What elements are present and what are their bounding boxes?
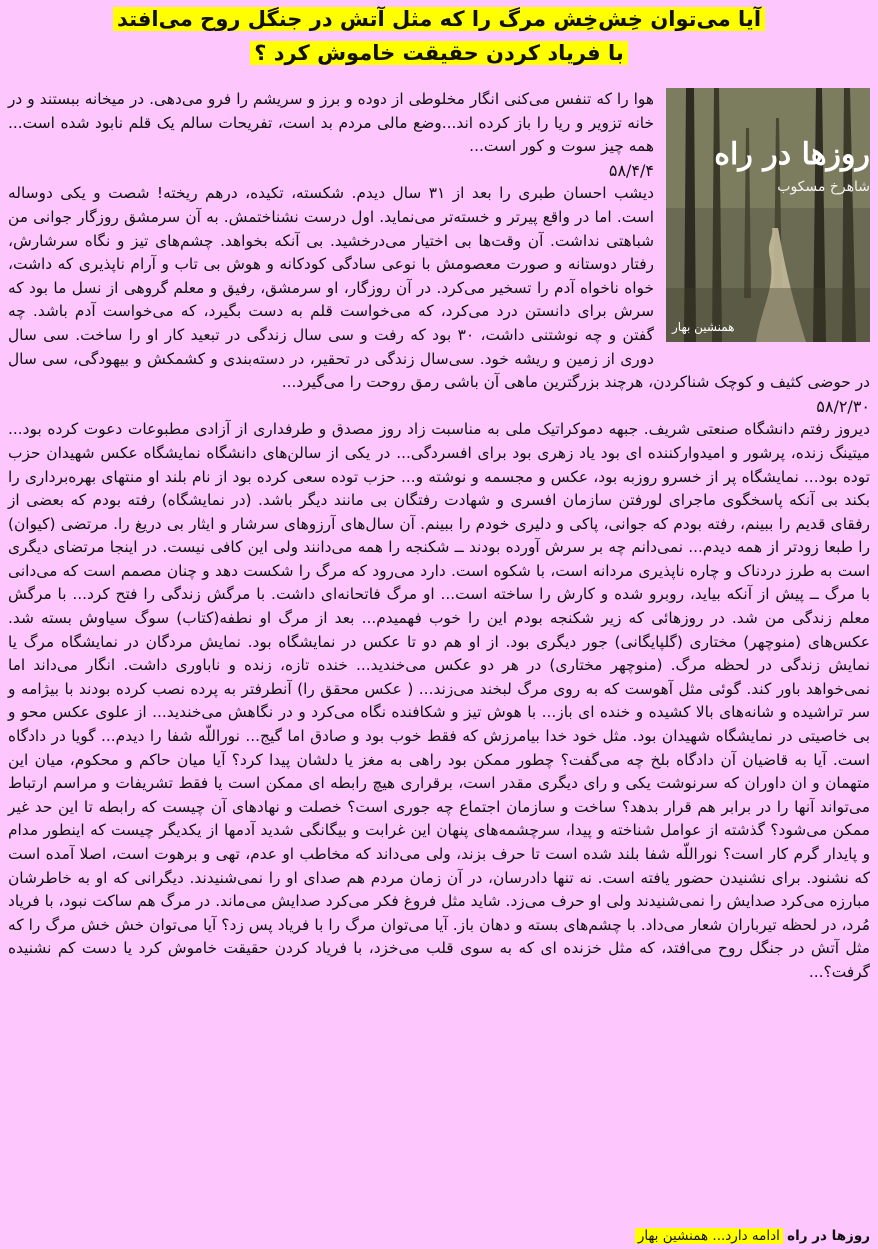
page-title bbox=[8, 0, 870, 70]
book-cover-image bbox=[666, 88, 870, 342]
entry-text: هوا را که تنفس می‌کنی انگار مخلوطی از دوده و برز و سریشم را فرو می‌دهی. در میخانه ببستند و در خانه تزویر و ریا را باز کرده اند...وضع مالی مردم بد است، تفریحات سالم یک قلم نابود شده است... همه چیز سوت و کور است... bbox=[8, 90, 654, 156]
cover-book-title: روزها در راه bbox=[714, 137, 870, 172]
footer-book-title: روزها در راه bbox=[787, 1228, 870, 1244]
cover-author: شاهرخ مسکوب bbox=[777, 179, 870, 195]
footer bbox=[635, 1227, 870, 1245]
title-line-2: با فریاد کردن حقیقت خاموش کرد ؟ bbox=[250, 41, 628, 65]
entry-date: ۵۸/۲/۳۰ bbox=[816, 396, 870, 416]
entry-text: دیروز رفتم دانشگاه صنعتی شریف. جبهه دموکراتیک ملی به مناسبت زاد روز مصدق و طرفداری از آزادی مطبوعات دعوت کرده بود... میتینگ زنده، پرشور و امیدوارکننده ای بود یاد زهری بود برای افسردگی... در یکی از سالن‌های دانشگاه نمایشگاه عکس شهیدان حزب توده بود... نمایشگاه پر از خسرو روزبه بود، عکس و مجسمه و نوشته و... حزب توده سعی کرده بود از نام بلند او منتهای بهره‌برداری را بکند بی آنکه پاسخگوی ماجرای لورفتن سازمان افسری و شهادت رفتگان بی مانند دیگر باشد. (در نمایشگاه) رفته بودم که بعضی از رفقای قدیم را ببینم، رفته بودم که جوانی، پاکی و دلیری خودم را ببینم. آن سال‌های آرزوهای سرشار و ایثار بی دریغ را. مرتضی (کیوان) را طبعا زودتر از همه دیدم... نمی‌دانم چه بر سرش آورده بودند ــ شکنجه را همه می‌دانند ولی این کافی نیست. در اینجا مرتضای دیگری است به طرز دردناک و چاره ناپذیری مردانه است، با شکوه است. دارد می‌رود که مرگ را شکست دهد و چنان مصمم است که می‌دانی با مرگ ــ پیش از آنکه بیاید، روبرو شده و کارش را ساخته است... او مرگ فاتحانه‌ای داشت. با مرگش زندگی را فتح کرد... با مرگش معلم زندگی من شد. در روزهائی که زیر شکنجه بودم این را خوب فهمیدم... بعد از مرگ او نطفه(کتاب) سوگ سیاوش بسته شد. عکس‌های (منوچهر) مختاری (گلپایگانی) جور دیگری بود. از او هم دو تا عکس در نمایشگاه بود. نمایش مردگان در نمایشگاه مرگ یا نمایش زندگی در لحظه مرگ. (منوچهر مختاری) در هر دو عکس می‌خندید... خنده تازه، زنده و ناباوری داشت. انگار می‌داند اما نمی‌خواهد باور کند. گوئی مثل آهوست که به روی مرگ لبخند می‌زند... ( عکس محقق را) آنطرفتر به پرده نصب کرده بودند با بیژامه و سر تراشیده و شانه‌های بالا کشیده و خنده ای باز... با هوش تیز و شکافنده نگاه می‌کرد و در نگاهش می‌خندید... از علوی عکس محو و بی خاصیتی در نمایشگاه شهیدان بود. مثل خود خدا بیامرزش که فقط خوب بود و صادق اما گیج... نوراللّه شفا را دیدم... گویا در دادگاه است. آیا به قاضیان آن دادگاه بلخ چه می‌گفت؟ چطور ممکن بود راهی به مغز یا دلشان پیدا کرد؟ آیا میان حاکم و محکوم، میان این متهمان و ان داوران که سرنوشت یکی و رای دیگری مقدر است، برقراری هیچ رابطه ای ممکن است یا فقط تشریفات و مراسم ارتباط می‌تواند آنها را در برابر هم قرار بدهد؟ ساخت و سازمان اجتماع چه جوری است؟ خصلت و نهادهای آن چیست که رابطه تا این حد غیر ممکن می‌شود؟ گذشته از عوامل شناخته و پیدا، سرچشمه‌های پنهان این غرابت و بیگانگی شدید آدمها از یکدیگر چیست که اینطور مدام و پایدار گرم کار است؟ نوراللّه شفا بلند شده است تا حرف بزند، ولی می‌داند که مخاطب او عدم، تهی و برهوت است، اصلا آمده است که نشنود. برای نشنیدن حضور یافته است. نه تنها دادرسان، در آن زمان مردم هم صدای او را نمی‌شنیدند. دیگرانی که او به خاطرشان مبارزه می‌کرد صدایش را نمی‌شنیدند ولی او حرف می‌زد. شاید مثل فروغ فکر می‌کرد صدایش می‌ماند. در مرگ هم ساکت نبود، با فریاد مُرد، در لحظه تیرباران شعار می‌داد. با چشم‌های بسته و دهان باز. آیا می‌توان مرگ را با فریاد پس زد؟ آیا می‌توان خش خش مرگ را که مثل آتش در جنگل روح می‌افتد، که مثل خزنده ای که به سوی قلب می‌خزد، با فریاد کردن حقیقت خاموش کرد یا دست کم نشنیده گرفت؟... bbox=[8, 420, 870, 981]
forest-path-illustration bbox=[666, 88, 870, 342]
cover-publisher: همنشین بهار bbox=[672, 320, 735, 335]
entry-text: دیشب احسان طبری را بعد از ۳۱ سال دیدم. شکسته، تکیده، درهم ریخته! شصت و یکی دوساله است. اما در واقع پیرتر و خسته‌تر می‌نماید. اول درست نشناختمش. به آن سرمشق روزگار جوانی من شباهتی نداشت. آن وقت‌ها بی اختیار می‌درخشید. بی آنکه بخواهد. چشم‌های تیز و نگاه سرشارش، رفتار دوستانه و صورت معصومش با نوعی سادگی کودکانه و هوش بی تاب و آرام ناپذیری که داشت، خواه ناخواه آدم را تسخیر می‌کرد. در آن روزگار، او سرمشق، رفیق و معلم گروهی از نسل ما بود که سرش برای دانستن درد می‌کرد، که می‌خواست قلم به دست بگیرد، که می‌خواست آدم باشد. چه گفتن و چه نوشتنی داشت، ۳۰ بود که رفت و سی سال زندگی در تبعید کار او را ساخت. سی سال دوری از زمین و ریشه خود. سی‌سال زندگی در تحقیر، در دسته‌بندی و کشمکش و بیهودگی، سی سال در حوضی کثیف و کوچک شناکردن، هرچند بزرگترین ماهی آن باشی رمق روحت را می‌گیرد... bbox=[8, 184, 870, 392]
article-body bbox=[8, 88, 870, 985]
entry-date: ۵۸/۴/۴ bbox=[608, 160, 654, 180]
entry-dated bbox=[8, 395, 870, 985]
title-line-1: آیا می‌توان خِش‌خِش مرگ را که مثل آتش در جنگل روح می‌افتد bbox=[113, 7, 765, 31]
footer-continued: ادامه دارد... همنشین بهار bbox=[635, 1228, 783, 1244]
